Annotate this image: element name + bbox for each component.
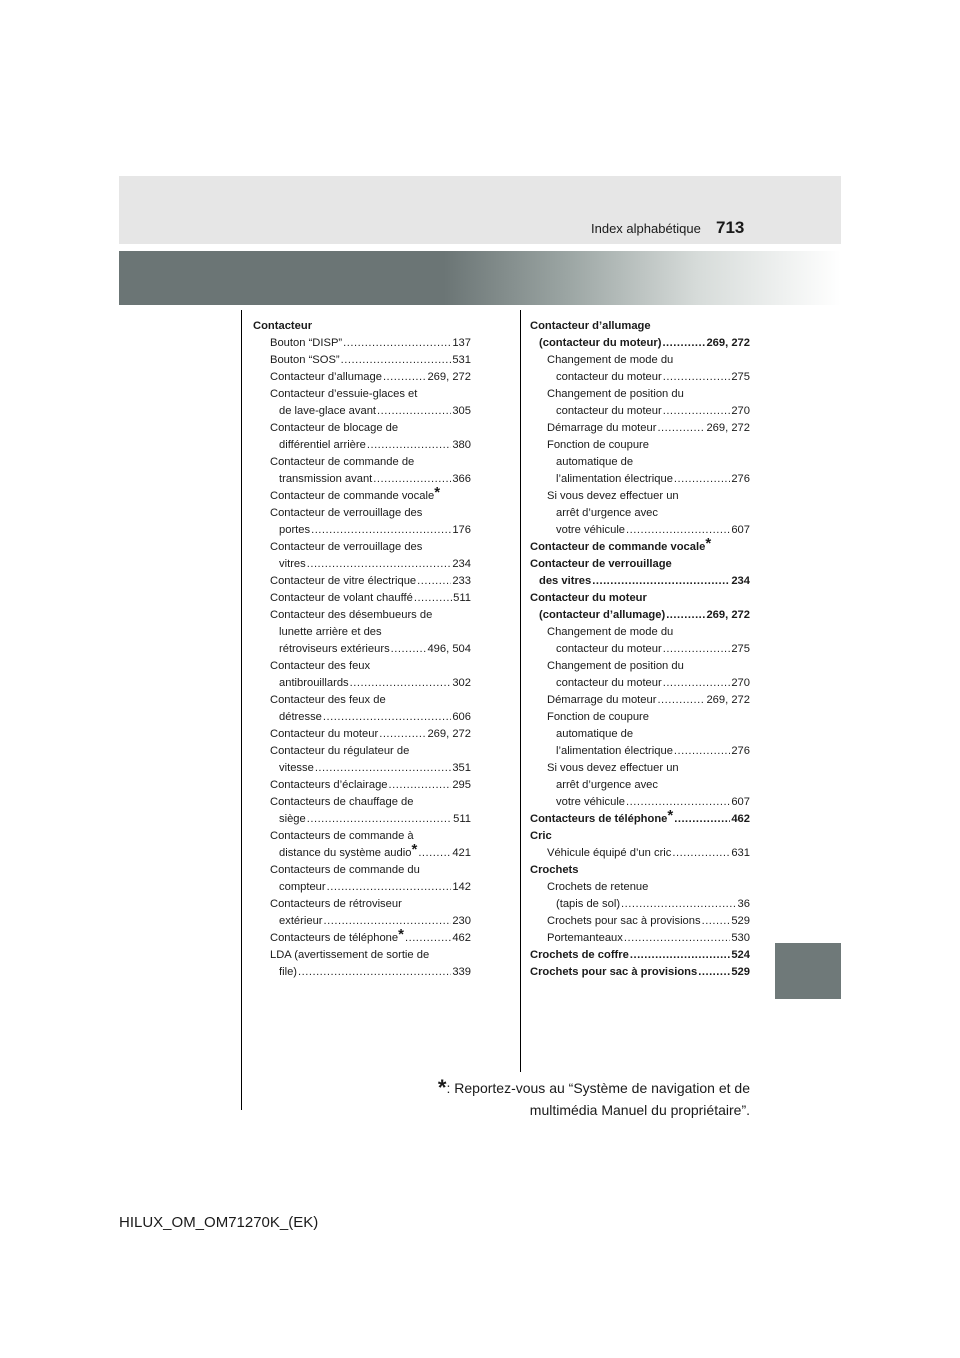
leader-dots	[672, 845, 730, 862]
index-entry-text: Contacteur de commande de	[270, 456, 415, 468]
leader-dots	[663, 675, 731, 692]
index-entry	[530, 760, 750, 777]
index-entry-text: Contacteurs de téléphone*	[530, 807, 674, 825]
index-entry-page: 230	[452, 915, 471, 927]
leader-dots	[657, 420, 705, 437]
index-entry-text: Contacteur de verrouillage des	[270, 507, 423, 519]
index-entry-text: portes	[279, 524, 311, 536]
index-entry	[253, 484, 471, 505]
leader-dots	[327, 879, 452, 896]
index-entry	[530, 828, 750, 845]
leader-dots	[405, 930, 451, 947]
index-entry-text: contacteur du moteur	[556, 371, 662, 383]
index-entry	[253, 318, 471, 335]
index-entry	[253, 505, 471, 522]
index-entry-text: de lave-glace avant	[279, 405, 377, 417]
index-entry	[253, 709, 471, 726]
index-entry-page: 606	[452, 711, 471, 723]
index-entry-text: Contacteur des feux	[270, 660, 371, 672]
index-entry-text: Contacteur de blocage de	[270, 422, 399, 434]
index-entry	[253, 437, 471, 454]
index-entry	[253, 841, 471, 862]
index-entry-text: siège	[279, 813, 306, 825]
index-entry	[530, 318, 750, 335]
leader-dots	[307, 811, 452, 828]
index-entry-text: Changement de mode du	[547, 626, 674, 638]
index-entry-page: 366	[452, 473, 471, 485]
index-entry-text: l’alimentation électrique	[556, 745, 673, 757]
leader-dots	[323, 709, 451, 726]
index-entry	[530, 471, 750, 488]
index-entry-page: 234	[452, 558, 471, 570]
index-entry	[530, 675, 750, 692]
index-entry-page: 462	[452, 932, 471, 944]
leader-dots	[383, 369, 426, 386]
index-entry	[530, 964, 750, 981]
index-entry-text: Changement de mode du	[547, 354, 674, 366]
leader-dots	[702, 913, 731, 930]
index-entry	[253, 590, 471, 607]
index-entry-text: des vitres	[539, 575, 592, 587]
index-entry-text: Contacteur de volant chauffé	[270, 592, 413, 604]
index-entry	[253, 879, 471, 896]
index-entry	[530, 624, 750, 641]
index-entry-text: vitres	[279, 558, 306, 570]
index-entry-text: Contacteurs de commande à	[270, 830, 414, 842]
index-entry	[253, 926, 471, 947]
leader-dots	[666, 607, 705, 624]
leader-dots	[418, 845, 451, 862]
index-entry-text: transmission avant	[279, 473, 373, 485]
footnote-line-2: multimédia Manuel du propriétaire”.	[529, 1102, 750, 1118]
footnote-marker: *	[705, 535, 712, 552]
index-entry	[253, 454, 471, 471]
leader-dots	[698, 964, 730, 981]
index-entry-page: 511	[453, 813, 471, 825]
index-entry-text: Bouton “SOS”	[270, 354, 340, 366]
index-entry	[253, 964, 471, 981]
leader-dots	[389, 777, 452, 794]
leader-dots	[341, 352, 452, 369]
footnote-marker: *	[398, 926, 404, 943]
index-entry-text: distance du système audio*	[279, 841, 418, 859]
index-entry-text: Si vous devez effectuer un	[547, 762, 679, 774]
index-entry	[253, 624, 471, 641]
leader-dots	[298, 964, 451, 981]
index-entry	[530, 862, 750, 879]
index-entry-text: (contacteur d’allumage)	[539, 609, 666, 621]
index-entry	[253, 947, 471, 964]
index-entry	[253, 369, 471, 386]
index-entry	[253, 777, 471, 794]
index-entry	[530, 386, 750, 403]
index-entry-text: contacteur du moteur	[556, 677, 662, 689]
index-entry-text: Si vous devez effectuer un	[547, 490, 679, 502]
index-entry-text: Contacteur de vitre électrique	[270, 575, 417, 587]
index-entry-text: votre véhicule	[556, 524, 626, 536]
index-entry-text: Crochets pour sac à provisions	[547, 915, 701, 927]
index-entry-page: 339	[452, 966, 471, 978]
section-title: Index alphabétique	[591, 221, 701, 236]
index-entry-page: 276	[731, 473, 750, 485]
index-entry-text: automatique de	[556, 728, 634, 740]
index-entry	[530, 709, 750, 726]
index-entry	[530, 420, 750, 437]
index-entry-text: l’alimentation électrique	[556, 473, 673, 485]
index-entry-page: 275	[731, 371, 750, 383]
index-entry-text: différentiel arrière	[279, 439, 366, 451]
index-entry	[253, 828, 471, 845]
leader-dots	[315, 760, 452, 777]
index-column-right	[530, 318, 750, 981]
leader-dots	[391, 641, 427, 658]
index-entry-page: 269, 272	[427, 728, 471, 740]
index-entry-page: 529	[731, 915, 750, 927]
index-entry	[253, 862, 471, 879]
index-entry	[253, 420, 471, 437]
index-entry	[253, 726, 471, 743]
index-entry-text: Cric	[530, 830, 552, 842]
document-code: HILUX_OM_OM71270K_(EK)	[119, 1214, 319, 1231]
index-entry	[253, 607, 471, 624]
leader-dots	[663, 403, 731, 420]
index-entry-page: 462	[731, 813, 750, 825]
index-entry-page: 511	[453, 592, 471, 604]
index-entry-text: Contacteur du régulateur de	[270, 745, 410, 757]
index-entry-page: 275	[731, 643, 750, 655]
index-entry-text: Véhicule équipé d’un cric	[547, 847, 672, 859]
index-entry-text: vitesse	[279, 762, 314, 774]
index-entry	[530, 947, 750, 964]
index-entry-page: 234	[731, 575, 750, 587]
index-entry	[530, 743, 750, 760]
leader-dots	[311, 522, 451, 539]
index-entry-page: 276	[731, 745, 750, 757]
index-entry-text: contacteur du moteur	[556, 405, 662, 417]
index-entry	[530, 913, 750, 930]
index-entry-text: détresse	[279, 711, 322, 723]
index-entry	[530, 845, 750, 862]
index-entry	[530, 454, 750, 471]
index-side-tab	[775, 943, 841, 999]
index-entry-text: Crochets de coffre	[530, 949, 629, 961]
index-entry	[253, 811, 471, 828]
leader-dots	[624, 930, 730, 947]
index-entry-text: Contacteur de commande vocale*	[530, 535, 712, 553]
index-entry-text: contacteur du moteur	[556, 643, 662, 655]
index-entry-page: 269, 272	[706, 337, 750, 349]
footnote-marker: *	[411, 841, 418, 858]
index-entry-page: 269, 272	[427, 371, 471, 383]
index-entry	[253, 386, 471, 403]
index-entry-text: Fonction de coupure	[547, 711, 649, 723]
index-entry-text: automatique de	[556, 456, 634, 468]
index-entry	[253, 573, 471, 590]
index-entry-page: 233	[452, 575, 471, 587]
index-entry	[530, 335, 750, 352]
index-entry-page: 295	[452, 779, 471, 791]
index-entry-page: 137	[452, 337, 471, 349]
footnote-star: *	[437, 1075, 447, 1100]
index-entry-text: Crochets pour sac à provisions	[530, 966, 698, 978]
index-entry-text: Contacteur de commande vocale*	[270, 484, 441, 502]
leader-dots	[377, 403, 451, 420]
index-entry-page: 607	[731, 524, 750, 536]
index-entry-text: Contacteur de verrouillage	[530, 558, 672, 570]
left-column-rule	[241, 310, 242, 1110]
index-entry-text: Contacteur de verrouillage des	[270, 541, 423, 553]
leader-dots	[657, 692, 705, 709]
index-entry-text: Changement de position du	[547, 660, 684, 672]
index-entry-text: Contacteur du moteur	[530, 592, 647, 604]
index-entry-page: 270	[731, 405, 750, 417]
index-entry-text: Contacteur du moteur	[270, 728, 379, 740]
leader-dots	[662, 335, 705, 352]
index-entry	[530, 573, 750, 590]
index-entry	[253, 335, 471, 352]
index-entry-text: extérieur	[279, 915, 323, 927]
index-entry-text: Bouton “DISP”	[270, 337, 343, 349]
index-entry	[530, 641, 750, 658]
index-entry-text: Contacteur des désembueurs de	[270, 609, 433, 621]
index-entry-text: Fonction de coupure	[547, 439, 649, 451]
index-entry	[530, 692, 750, 709]
index-entry-text: Contacteur d’essuie-glaces et	[270, 388, 418, 400]
index-entry-page: 496, 504	[427, 643, 471, 655]
index-entry	[530, 726, 750, 743]
index-entry-page: 631	[731, 847, 750, 859]
index-entry	[253, 913, 471, 930]
index-entry	[530, 522, 750, 539]
leader-dots	[626, 522, 730, 539]
index-entry-text: (tapis de sol)	[556, 898, 621, 910]
leader-dots	[414, 590, 452, 607]
index-entry-page: 36	[737, 898, 750, 910]
leader-dots	[674, 811, 730, 828]
index-entry	[530, 658, 750, 675]
index-entry-page: 607	[731, 796, 750, 808]
leader-dots	[630, 947, 730, 964]
leader-dots	[674, 471, 730, 488]
leader-dots	[343, 335, 451, 352]
middle-column-rule	[520, 310, 521, 1072]
index-entry	[253, 794, 471, 811]
index-entry-text: compteur	[279, 881, 326, 893]
index-entry-text: Crochets de retenue	[547, 881, 649, 893]
leader-dots	[350, 675, 452, 692]
index-entry-page: 305	[452, 405, 471, 417]
index-entry-text: arrêt d’urgence avec	[556, 779, 658, 791]
index-entry-page: 142	[452, 881, 471, 893]
index-entry-text: Contacteur d’allumage	[270, 371, 382, 383]
index-entry-page: 269, 272	[706, 422, 750, 434]
index-entry-page: 176	[452, 524, 471, 536]
index-entry	[253, 658, 471, 675]
index-entry-text: (contacteur du moteur)	[539, 337, 662, 349]
index-entry-page: 421	[452, 847, 471, 859]
index-entry	[530, 535, 750, 556]
index-entry	[530, 896, 750, 913]
index-entry	[253, 556, 471, 573]
index-column-left	[253, 318, 471, 981]
leader-dots	[592, 573, 730, 590]
index-entry-text: Contacteur	[253, 320, 313, 332]
index-entry-text: Contacteurs de commande du	[270, 864, 420, 876]
index-entry	[253, 522, 471, 539]
index-entry	[530, 488, 750, 505]
index-entry-text: Crochets	[530, 864, 579, 876]
index-entry-page: 380	[452, 439, 471, 451]
leader-dots	[324, 913, 452, 930]
index-entry-text: Contacteurs de rétroviseur	[270, 898, 402, 910]
index-entry	[253, 675, 471, 692]
index-entry	[253, 760, 471, 777]
index-entry	[530, 505, 750, 522]
index-entry-text: Contacteurs de chauffage de	[270, 796, 414, 808]
leader-dots	[307, 556, 452, 573]
leader-dots	[663, 369, 731, 386]
footnote-marker: *	[667, 807, 674, 824]
index-entry-page: 269, 272	[706, 609, 750, 621]
footnote-marker: *	[434, 484, 441, 501]
index-entry-text: arrêt d’urgence avec	[556, 507, 658, 519]
leader-dots	[626, 794, 730, 811]
index-entry	[530, 403, 750, 420]
leader-dots	[379, 726, 426, 743]
index-entry	[253, 641, 471, 658]
index-entry-text: LDA (avertissement de sortie de	[270, 949, 430, 961]
index-entry	[253, 692, 471, 709]
index-entry	[530, 794, 750, 811]
index-entry	[530, 556, 750, 573]
index-entry	[253, 743, 471, 760]
index-entry-text: Contacteurs de téléphone*	[270, 926, 404, 944]
leader-dots	[621, 896, 737, 913]
index-entry	[530, 590, 750, 607]
index-entry	[253, 352, 471, 369]
index-entry-page: 530	[731, 932, 750, 944]
index-entry	[530, 930, 750, 947]
index-entry	[530, 807, 750, 828]
index-entry	[530, 369, 750, 386]
index-entry-text: rétroviseurs extérieurs	[279, 643, 390, 655]
index-entry-page: 529	[731, 966, 750, 978]
leader-dots	[663, 641, 731, 658]
index-entry	[530, 879, 750, 896]
index-entry-page: 531	[452, 354, 471, 366]
index-entry	[253, 403, 471, 420]
leader-dots	[674, 743, 730, 760]
index-entry-page: 270	[731, 677, 750, 689]
index-entry-text: file)	[279, 966, 298, 978]
index-entry-page: 302	[452, 677, 471, 689]
index-entry-text: Contacteurs d’éclairage	[270, 779, 388, 791]
index-entry-text: lunette arrière et des	[279, 626, 382, 638]
page-number: 713	[716, 218, 745, 237]
index-entry-page: 524	[731, 949, 750, 961]
index-entry-text: Contacteur d’allumage	[530, 320, 651, 332]
index-entry-text: votre véhicule	[556, 796, 626, 808]
index-entry	[253, 539, 471, 556]
index-entry-text: Démarrage du moteur	[547, 422, 657, 434]
index-entry-page: 269, 272	[706, 694, 750, 706]
index-entry	[530, 607, 750, 624]
footnote	[350, 1077, 750, 1121]
header-gradient-bar	[119, 251, 841, 305]
index-entry-text: Démarrage du moteur	[547, 694, 657, 706]
leader-dots	[367, 437, 451, 454]
index-entry-text: antibrouillards	[279, 677, 349, 689]
leader-dots	[417, 573, 451, 590]
index-entry-page: 351	[452, 762, 471, 774]
index-entry	[253, 896, 471, 913]
index-entry-text: Portemanteaux	[547, 932, 623, 944]
index-entry	[530, 352, 750, 369]
index-entry-text: Contacteur des feux de	[270, 694, 386, 706]
index-entry	[530, 437, 750, 454]
index-entry-text: Changement de position du	[547, 388, 684, 400]
index-entry	[530, 777, 750, 794]
footnote-line-1: : Reportez-vous au “Système de navigation et de	[446, 1080, 750, 1096]
